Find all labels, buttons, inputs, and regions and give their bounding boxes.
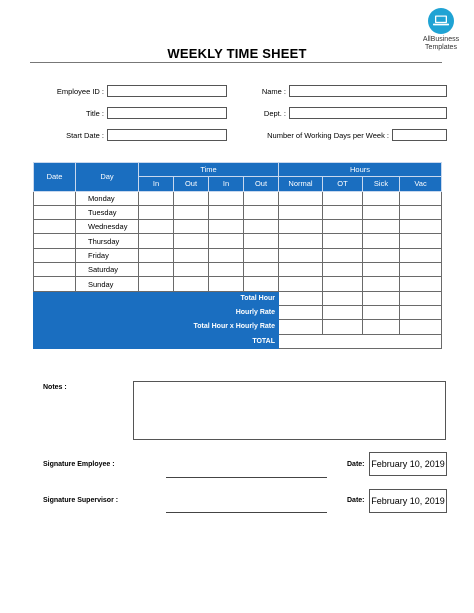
hours-cell[interactable] [279,234,323,248]
supervisor-date-field[interactable]: February 10, 2019 [369,489,447,513]
summary-cell[interactable] [279,320,323,334]
title-label: Title : [85,109,104,118]
sick-header: Sick [363,177,400,191]
table-row [34,191,442,205]
summary-row [34,320,442,334]
time-cell[interactable] [139,263,174,277]
start-date-label: Start Date : [66,131,104,140]
time-cell[interactable] [244,263,279,277]
table-row [34,220,442,234]
date-cell[interactable] [34,263,76,277]
hours-cell[interactable] [323,191,363,205]
time-cell[interactable] [244,234,279,248]
signature-employee-label: Signature Employee : [43,461,115,468]
summary-cell[interactable] [323,320,363,334]
name-label: Name : [261,87,286,96]
day-cell: Tuesday [76,205,139,219]
logo-line-2: Templates [425,44,457,51]
time-cell[interactable] [139,248,174,262]
time-cell[interactable] [174,277,209,291]
hours-cell[interactable] [279,205,323,219]
time-in-header: In [209,177,244,191]
working-days-label: Number of Working Days per Week : [267,131,389,140]
time-cell[interactable] [139,234,174,248]
table-header-row [34,163,442,177]
time-cell[interactable] [174,263,209,277]
day-header: Day [76,163,139,192]
summary-row [34,291,442,305]
date-cell[interactable] [34,220,76,234]
notes-field[interactable] [133,381,446,440]
signature-employee-line[interactable] [166,477,327,478]
hours-cell[interactable] [400,263,442,277]
summary-cell[interactable] [279,305,323,319]
time-cell[interactable] [209,191,244,205]
notes-label: Notes : [43,384,67,391]
summary-cell[interactable] [323,305,363,319]
employee-id-field[interactable] [107,85,227,97]
time-cell[interactable] [244,191,279,205]
ot-header: OT [323,177,363,191]
table-row [34,248,442,262]
hours-cell[interactable] [363,205,400,219]
date-cell[interactable] [34,191,76,205]
time-cell[interactable] [209,220,244,234]
date-cell[interactable] [34,234,76,248]
time-cell[interactable] [209,277,244,291]
time-cell[interactable] [139,191,174,205]
timesheet-table [33,162,442,349]
hours-cell[interactable] [323,220,363,234]
time-cell[interactable] [244,277,279,291]
table-row [34,234,442,248]
summary-label: Hourly Rate [34,305,279,319]
hours-cell[interactable] [363,277,400,291]
summary-cell[interactable] [400,291,442,305]
hours-cell[interactable] [323,263,363,277]
normal-header: Normal [279,177,323,191]
time-out-header: Out [174,177,209,191]
hours-header: Hours [279,163,442,177]
summary-cell[interactable] [323,291,363,305]
time-cell[interactable] [174,234,209,248]
day-cell: Thursday [76,234,139,248]
hours-cell[interactable] [363,263,400,277]
title-divider [30,62,442,63]
dept-label: Dept. : [263,109,286,118]
time-cell[interactable] [174,205,209,219]
hours-cell[interactable] [323,234,363,248]
dept-field[interactable] [289,107,447,119]
summary-label: TOTAL [34,334,279,348]
summary-cell[interactable] [400,320,442,334]
time-cell[interactable] [174,191,209,205]
employee-id-label: Employee ID : [56,87,104,96]
date-cell[interactable] [34,248,76,262]
employee-date-field[interactable]: February 10, 2019 [369,452,447,476]
day-cell: Saturday [76,263,139,277]
summary-cell[interactable] [279,291,323,305]
day-cell: Friday [76,248,139,262]
time-cell[interactable] [174,248,209,262]
hours-cell[interactable] [400,191,442,205]
logo-line-1: AllBusiness [422,36,460,43]
time-cell[interactable] [209,248,244,262]
hours-cell[interactable] [400,205,442,219]
time-cell[interactable] [209,234,244,248]
hours-cell[interactable] [363,234,400,248]
hours-cell[interactable] [400,248,442,262]
hours-cell[interactable] [400,234,442,248]
summary-cell[interactable] [363,291,400,305]
time-header: Time [139,163,279,177]
start-date-field[interactable] [107,129,227,141]
working-days-field[interactable] [392,129,447,141]
signature-supervisor-label: Signature Supervisor : [43,497,119,504]
hours-cell[interactable] [323,277,363,291]
hours-cell[interactable] [279,277,323,291]
table-row [34,205,442,219]
name-field[interactable] [289,85,447,97]
hours-cell[interactable] [279,220,323,234]
hours-cell[interactable] [400,220,442,234]
employee-date-label: Date: [347,461,365,468]
time-in-header: In [139,177,174,191]
signature-supervisor-line[interactable] [166,512,327,513]
total-cell[interactable] [279,334,442,348]
time-cell[interactable] [209,263,244,277]
date-cell[interactable] [34,277,76,291]
supervisor-date-label: Date: [347,497,365,504]
hours-cell[interactable] [279,263,323,277]
time-out-header: Out [244,177,279,191]
summary-cell[interactable] [363,305,400,319]
day-cell: Monday [76,191,139,205]
vac-header: Vac [400,177,442,191]
laptop-icon [428,8,454,34]
hours-cell[interactable] [363,248,400,262]
day-cell: Sunday [76,277,139,291]
summary-label: Total Hour x Hourly Rate [34,320,279,334]
summary-cell[interactable] [400,305,442,319]
time-cell[interactable] [244,205,279,219]
date-header: Date [34,163,76,192]
hours-cell[interactable] [323,248,363,262]
summary-row [34,305,442,319]
time-cell[interactable] [244,220,279,234]
time-cell[interactable] [139,205,174,219]
hours-cell[interactable] [363,191,400,205]
title-field[interactable] [107,107,227,119]
day-cell: Wednesday [76,220,139,234]
hours-cell[interactable] [323,205,363,219]
time-cell[interactable] [244,248,279,262]
page-title: WEEKLY TIME SHEET [167,46,307,61]
date-cell[interactable] [34,205,76,219]
time-cell[interactable] [139,220,174,234]
summary-label: Total Hour [34,291,279,305]
table-row [34,263,442,277]
hours-cell[interactable] [400,277,442,291]
hours-cell[interactable] [363,220,400,234]
summary-cell[interactable] [363,320,400,334]
hours-cell[interactable] [279,248,323,262]
time-cell[interactable] [139,277,174,291]
summary-row [34,334,442,348]
time-cell[interactable] [174,220,209,234]
time-cell[interactable] [209,205,244,219]
hours-cell[interactable] [279,191,323,205]
table-row [34,277,442,291]
